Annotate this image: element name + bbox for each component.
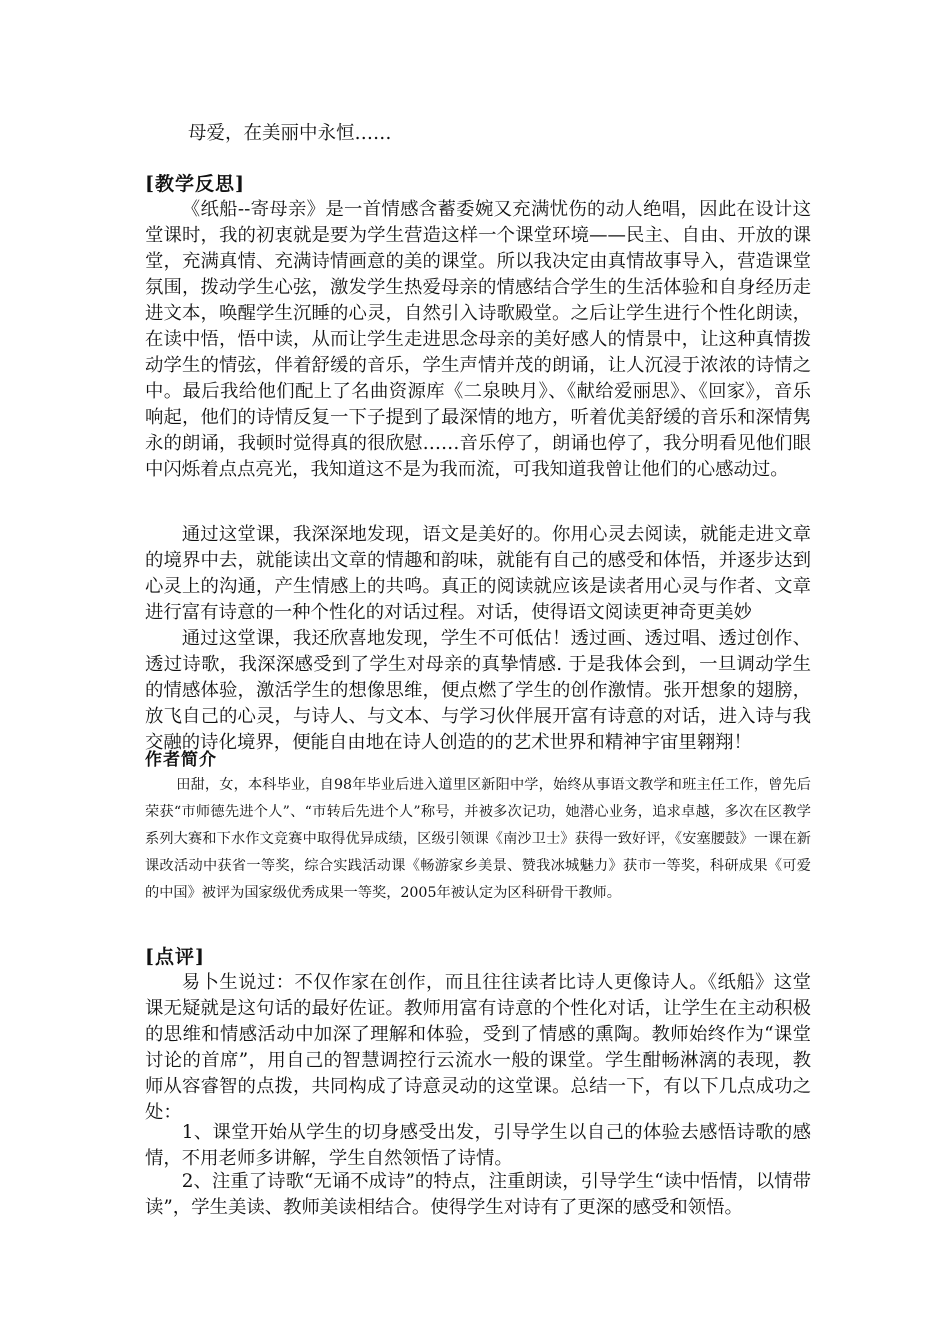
commentary-point: 2、注重了诗歌“无诵不成诗”的特点，注重朗读，引导学生“读中悟情，以情带读”，学生美读、教师美读相结合。使得学生对诗有了更深的感受和领悟。 <box>145 1171 811 1218</box>
commentary-point: 1、课堂开始从学生的切身感受出发，引导学生以自己的体验去感悟诗歌的感情，不用老师多讲解，学生自然领悟了诗情。 <box>145 1122 811 1169</box>
commentary-heading: [点评] <box>145 946 205 968</box>
reflection-heading: [教学反思] <box>145 173 245 195</box>
reflection-paragraph: 通过这堂课，我还欣喜地发现，学生不可低估！透过画、透过唱、透过创作、透过诗歌，我深深感受到了学生对母亲的真挚情感. 于是我体会到，一旦调动学生的情感体验，激活学生的想像思维，便点燃了学生的创作激情。张开想象的翅膀，放飞自己的心灵，与诗人、与文本、与学习伙伴展开富有诗意的对话，进入诗与我交融的诗化境界，便能自由地在诗人创造的的艺术世界和精神宇宙里翱翔！ <box>145 628 811 753</box>
author-bio: 田甜，女，本科毕业，自98年毕业后进入道里区新阳中学，始终从事语文教学和班主任工作，曾先后荣获“市师德先进个人”、“市转后先进个人”称号，并被多次记功，她潜心业务，追求卓越，多次在区教学系列大赛和下水作文竞赛中取得优异成绩，区级引领课《南沙卫士》获得一致好评，《安塞腰鼓》一课在新课改活动中获省一等奖，综合实践活动课《畅游家乡美景、赞我冰城魅力》获市一等奖，科研成果《可爱的中国》被评为国家级优秀成果一等奖，2005年被认定为区科研骨干教师。 <box>145 777 811 901</box>
reflection-paragraph: 《纸船--寄母亲》是一首情感含蓄委婉又充满忧伤的动人绝唱，因此在设计这堂课时，我的初衷就是要为学生营造这样一个课堂环境——民主、自由、开放的课堂，充满真情、充满诗情画意的美的课堂。所以我决定由真情故事导入，营造课堂氛围，拨动学生心弦，激发学生热爱母亲的情感结合学生的生活体验和自身经历走进文本，唤醒学生沉睡的心灵，自然引入诗歌殿堂。之后让学生进行个性化朗读，在读中悟，悟中读，从而让学生走进思念母亲的美好感人的情景中，让这种真情拨动学生的情弦，伴着舒缓的音乐，学生声情并茂的朗诵，让人沉浸于浓浓的诗情之中。最后我给他们配上了名曲资源库《二泉映月》、《献给爱丽思》、《回家》，音乐响起，他们的诗情反复一下子提到了最深情的地方，听着优美舒缓的音乐和深情隽永的朗诵，我顿时觉得真的很欣慰……音乐停了，朗诵也停了，我分明看见他们眼中闪烁着点点亮光，我知道这不是为我而流，可我知道我曾让他们的心感动过。 <box>145 199 811 480</box>
author-heading: 作者简介 <box>145 750 217 770</box>
closing-line: 母爱，在美丽中永恒…… <box>188 123 392 144</box>
commentary-paragraph: 易卜生说过：不仅作家在创作，而且往往读者比诗人更像诗人。《纸船》这堂课无疑就是这句话的最好佐证。教师用富有诗意的个性化对话，让学生在主动积极的思维和情感活动中加深了理解和体验，受到了情感的熏陶。教师始终作为“课堂讨论的首席”，用自己的智慧调控行云流水一般的课堂。学生酣畅淋漓的表现，教师从容睿智的点拨，共同构成了诗意灵动的这堂课。总结一下，有以下几点成功之处： <box>145 972 811 1123</box>
reflection-paragraph: 通过这堂课，我深深地发现，语文是美好的。你用心灵去阅读，就能走进文章的境界中去，就能读出文章的情趣和韵味，就能有自己的感受和体悟，并逐步达到心灵上的沟通，产生情感上的共鸣。真正的阅读就应该是读者用心灵与作者、文章进行富有诗意的一种个性化的对话过程。对话，使得语文阅读更神奇更美妙 <box>145 524 811 623</box>
